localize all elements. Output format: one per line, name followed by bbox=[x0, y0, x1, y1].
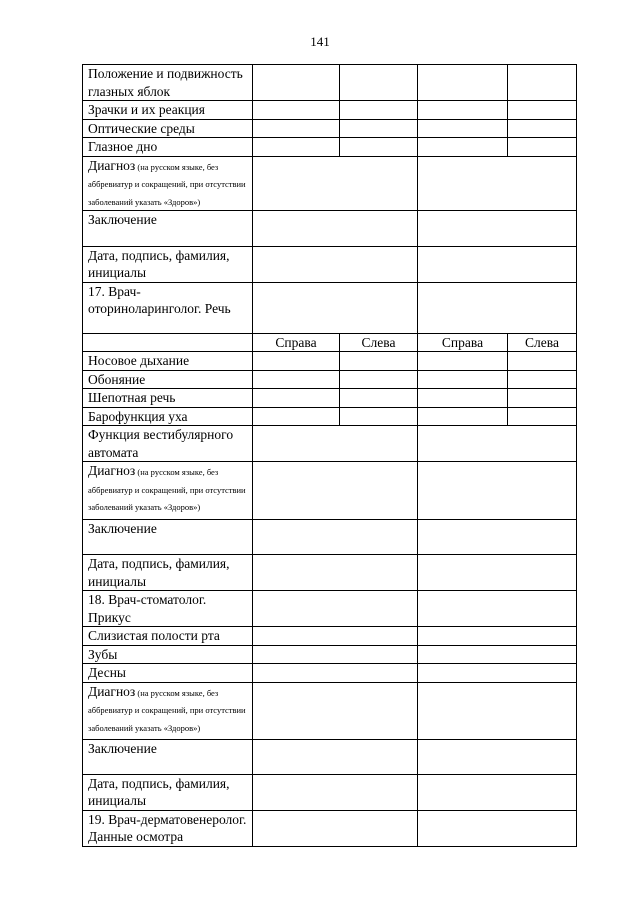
eye-left-cell[interactable] bbox=[340, 65, 418, 101]
eye-right-cell[interactable] bbox=[253, 65, 340, 101]
vestibular-label: Функция вестибулярного автомата bbox=[83, 426, 253, 462]
diagnosis-label bbox=[83, 156, 253, 210]
vestibular-field[interactable] bbox=[253, 426, 418, 462]
eye-left-cell[interactable] bbox=[508, 101, 577, 120]
ent-right-cell[interactable] bbox=[253, 352, 340, 371]
section-title-ent: 17. Врач-оториноларинголог. Речь bbox=[83, 282, 253, 333]
diagnosis-note: (на русском языке, без аббревиатур и сокращений, при отсутствии заболеваний указать «Здоров») bbox=[88, 161, 246, 207]
eye-left-cell[interactable] bbox=[508, 138, 577, 157]
conclusion-field[interactable] bbox=[253, 520, 418, 555]
signature-field[interactable] bbox=[418, 246, 577, 282]
ent-right-cell[interactable] bbox=[418, 407, 508, 426]
dent-row-label: Слизистая полости рта bbox=[83, 627, 253, 646]
eye-left-cell[interactable] bbox=[508, 119, 577, 138]
ent-right-cell[interactable] bbox=[418, 370, 508, 389]
ent-left-cell[interactable] bbox=[508, 389, 577, 408]
conclusion-field[interactable] bbox=[253, 739, 418, 774]
column-header-right: Справа bbox=[418, 333, 508, 352]
conclusion-label: Заключение bbox=[83, 210, 253, 246]
vestibular-field[interactable] bbox=[418, 426, 577, 462]
eye-right-cell[interactable] bbox=[418, 119, 508, 138]
eye-right-cell[interactable] bbox=[418, 101, 508, 120]
eye-left-cell[interactable] bbox=[508, 65, 577, 101]
dent-field[interactable] bbox=[418, 645, 577, 664]
signature-label: Дата, подпись, фамилия, инициалы bbox=[83, 774, 253, 810]
ent-left-cell[interactable] bbox=[340, 352, 418, 371]
eye-row-label: Оптические среды bbox=[83, 119, 253, 138]
eye-right-cell[interactable] bbox=[253, 138, 340, 157]
eye-row-label: Зрачки и их реакция bbox=[83, 101, 253, 120]
ent-row-label: Обоняние bbox=[83, 370, 253, 389]
section-title-dentist: 18. Врач-стоматолог. Прикус bbox=[83, 591, 253, 627]
signature-field[interactable] bbox=[418, 555, 577, 591]
signature-field[interactable] bbox=[418, 774, 577, 810]
diagnosis-field[interactable] bbox=[418, 462, 577, 520]
eye-right-cell[interactable] bbox=[253, 101, 340, 120]
derm-field[interactable] bbox=[253, 810, 418, 846]
dent-title-field[interactable] bbox=[253, 591, 418, 627]
diagnosis-title: Диагноз bbox=[88, 683, 136, 699]
ent-right-cell[interactable] bbox=[253, 407, 340, 426]
dent-field[interactable] bbox=[253, 664, 418, 683]
diagnosis-title: Диагноз bbox=[88, 157, 136, 173]
conclusion-field[interactable] bbox=[418, 739, 577, 774]
conclusion-field[interactable] bbox=[418, 210, 577, 246]
column-header-left: Слева bbox=[340, 333, 418, 352]
dent-field[interactable] bbox=[253, 627, 418, 646]
signature-label: Дата, подпись, фамилия, инициалы bbox=[83, 246, 253, 282]
ent-right-cell[interactable] bbox=[418, 389, 508, 408]
conclusion-label: Заключение bbox=[83, 739, 253, 774]
conclusion-field[interactable] bbox=[418, 520, 577, 555]
eye-row-label: Положение и подвижность глазных яблок bbox=[83, 65, 253, 101]
diagnosis-note: (на русском языке, без аббревиатур и сокращений, при отсутствии заболеваний указать «Здоров») bbox=[88, 467, 246, 512]
ent-left-cell[interactable] bbox=[508, 352, 577, 371]
ent-right-cell[interactable] bbox=[253, 389, 340, 408]
signature-label: Дата, подпись, фамилия, инициалы bbox=[83, 555, 253, 591]
eye-left-cell[interactable] bbox=[340, 138, 418, 157]
dent-field[interactable] bbox=[418, 664, 577, 683]
ent-title-field[interactable] bbox=[253, 282, 418, 333]
ent-left-cell[interactable] bbox=[340, 407, 418, 426]
eye-right-cell[interactable] bbox=[253, 119, 340, 138]
dent-title-field[interactable] bbox=[418, 591, 577, 627]
ent-row-label: Барофункция уха bbox=[83, 407, 253, 426]
ent-row-label: Шепотная речь bbox=[83, 389, 253, 408]
ent-right-cell[interactable] bbox=[418, 352, 508, 371]
page-number: 141 bbox=[310, 34, 330, 49]
signature-field[interactable] bbox=[253, 246, 418, 282]
eye-row-label: Глазное дно bbox=[83, 138, 253, 157]
dent-row-label: Десны bbox=[83, 664, 253, 683]
diagnosis-field[interactable] bbox=[418, 156, 577, 210]
diagnosis-title: Диагноз bbox=[88, 463, 136, 478]
ent-row-label: Носовое дыхание bbox=[83, 352, 253, 371]
ent-right-cell[interactable] bbox=[253, 370, 340, 389]
dent-field[interactable] bbox=[418, 627, 577, 646]
ent-left-cell[interactable] bbox=[508, 407, 577, 426]
column-header-left: Слева bbox=[508, 333, 577, 352]
conclusion-field[interactable] bbox=[253, 210, 418, 246]
ent-left-cell[interactable] bbox=[508, 370, 577, 389]
conclusion-label: Заключение bbox=[83, 520, 253, 555]
ent-left-cell[interactable] bbox=[340, 370, 418, 389]
dent-row-label: Зубы bbox=[83, 645, 253, 664]
diagnosis-field[interactable] bbox=[253, 462, 418, 520]
medical-exam-form bbox=[82, 64, 577, 847]
diagnosis-label bbox=[83, 462, 253, 520]
diagnosis-note: (на русском языке, без аббревиатур и сокращений, при отсутствии заболеваний указать «Здоров») bbox=[88, 687, 246, 733]
diagnosis-field[interactable] bbox=[253, 682, 418, 739]
ent-title-field[interactable] bbox=[418, 282, 577, 333]
column-header-right: Справа bbox=[253, 333, 340, 352]
signature-field[interactable] bbox=[253, 555, 418, 591]
section-title-dermatologist: 19. Врач-дерматовенеролог. Данные осмотра bbox=[83, 810, 253, 846]
eye-left-cell[interactable] bbox=[340, 119, 418, 138]
diagnosis-label bbox=[83, 682, 253, 739]
diagnosis-field[interactable] bbox=[418, 682, 577, 739]
eye-right-cell[interactable] bbox=[418, 65, 508, 101]
header-empty bbox=[83, 333, 253, 352]
eye-right-cell[interactable] bbox=[418, 138, 508, 157]
derm-field[interactable] bbox=[418, 810, 577, 846]
eye-left-cell[interactable] bbox=[340, 101, 418, 120]
signature-field[interactable] bbox=[253, 774, 418, 810]
diagnosis-field[interactable] bbox=[253, 156, 418, 210]
ent-left-cell[interactable] bbox=[340, 389, 418, 408]
dent-field[interactable] bbox=[253, 645, 418, 664]
